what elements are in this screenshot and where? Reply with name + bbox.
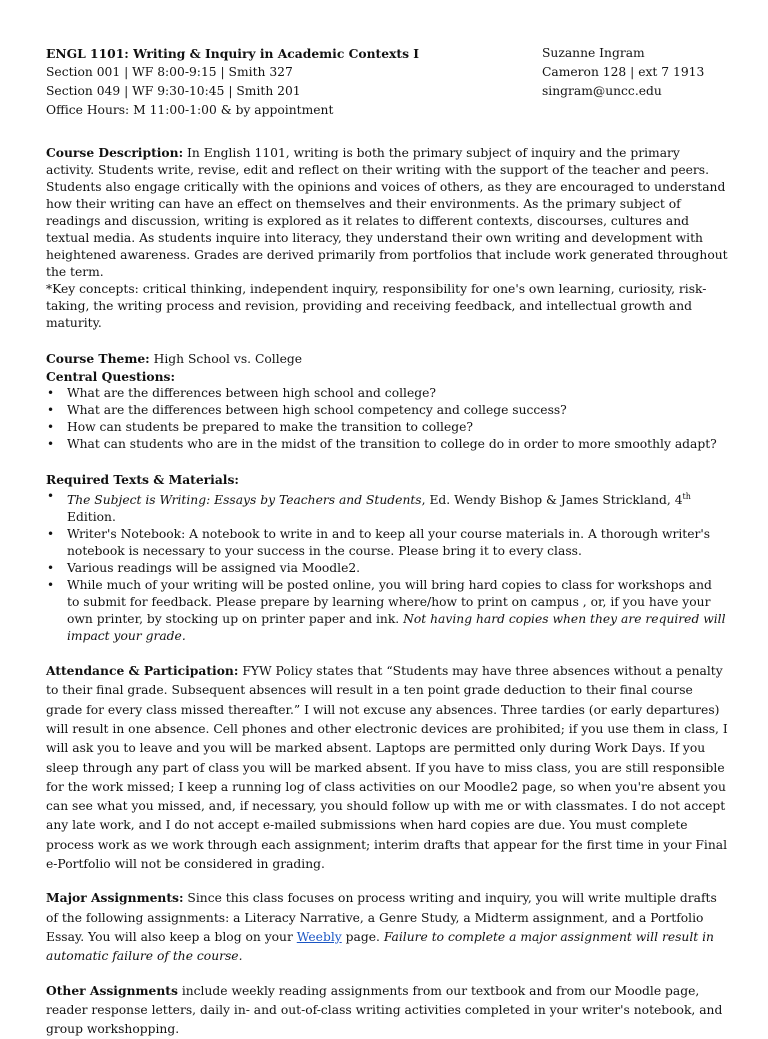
major-assignments bbox=[46, 888, 728, 966]
course-theme-section bbox=[46, 350, 728, 453]
course-theme-label: Course Theme: bbox=[46, 351, 150, 366]
major-assignments-warning: Failure to complete a major assignment will result in automatic failure of the course. bbox=[46, 929, 714, 964]
major-assignments-after-link: page. bbox=[341, 929, 384, 944]
central-questions-label: Central Questions: bbox=[46, 369, 175, 384]
hard-copies-text: While much of your writing will be posted online, you will bring hard copies to class for workshops and to submit for feedback. Please prepare by learning where/how to print on campus , or, if you have your own printer, by stocking up on printer paper and ink. bbox=[67, 578, 712, 627]
major-assignments-section bbox=[46, 888, 728, 966]
central-questions-list bbox=[46, 385, 728, 453]
instructor-info bbox=[542, 44, 742, 101]
section-001: Section 001 | WF 8:00-9:15 | Smith 327 bbox=[46, 65, 293, 79]
list-item: • What can students who are in the midst of the transition to college do in order to more smoothly adapt? bbox=[46, 436, 728, 453]
weebly-link[interactable]: Weebly bbox=[296, 929, 342, 944]
course-description-label: Course Description: bbox=[46, 145, 184, 160]
other-assignments-label: Other Assignments bbox=[46, 982, 178, 998]
key-concepts: *Key concepts: critical thinking, independent inquiry, responsibility for one's own learning, curiosity, risk-taking, the writing process and revision, providing and receiving feedback, and intellectual growth and maturity. bbox=[46, 282, 707, 330]
required-texts-label: Required Texts & Materials: bbox=[46, 472, 239, 487]
other-assignments bbox=[46, 981, 728, 1039]
course-description bbox=[46, 144, 728, 281]
course-description-section bbox=[46, 144, 728, 332]
course-title: ENGL 1101: Writing & Inquiry in Academic Contexts I bbox=[46, 46, 420, 61]
list-item: • What are the differences between high school and college? bbox=[46, 385, 728, 402]
list-item bbox=[46, 488, 728, 526]
other-assignments-text: include weekly reading assignments from our textbook and from our Moodle page, reader response letters, daily in- and out-of-class writing activities completed in your writer's notebook, and group workshopping. bbox=[46, 983, 723, 1037]
course-info bbox=[46, 44, 526, 120]
other-assignments-section bbox=[46, 981, 728, 1039]
required-texts-section bbox=[46, 471, 728, 645]
section-049: Section 049 | WF 9:30-10:45 | Smith 201 bbox=[46, 84, 301, 98]
textbook-edition-sup: th bbox=[682, 492, 691, 501]
instructor-email: singram@uncc.edu bbox=[542, 84, 662, 98]
list-item bbox=[46, 577, 728, 645]
attendance-section bbox=[46, 661, 728, 874]
major-assignments-label: Major Assignments: bbox=[46, 890, 184, 906]
list-item: • What are the differences between high school competency and college success? bbox=[46, 402, 728, 419]
textbook-title: The Subject is Writing: Essays by Teachers and Students bbox=[67, 493, 422, 508]
instructor-office: Cameron 128 | ext 7 1913 bbox=[542, 65, 705, 79]
hard-copies-warning: Not having hard copies when they are required will impact your grade. bbox=[67, 612, 726, 644]
course-theme-value: High School vs. College bbox=[149, 352, 303, 366]
attendance-label: Attendance & Participation: bbox=[46, 663, 239, 679]
textbook-edition: Edition. bbox=[67, 510, 116, 525]
required-texts-list bbox=[46, 488, 728, 645]
attendance-policy bbox=[46, 661, 728, 874]
attendance-text: FYW Policy states that “Students may have three absences without a penalty to their final grade. Subsequent absences will result in a ten point grade deduction to their final course grade for every class missed thereafter.” I will not excuse any absences. Three tardies (or early departures) will result in one absence. Cell phones and other electronic devices are prohibited; if you use them in class, I will ask you to leave and you will be marked absent. Laptops are permitted only during Work Days. If you sleep through any part of class you will be marked absent. If you have to miss class, you are still responsible for the work missed; I keep a running log of class activities on our Moodle2 page, so when you're absent you can see what you missed, and, if necessary, you should follow up with me or with classmates. I do not accept any late work, and I do not accept e-mailed submissions when hard copies are due. You must complete process work as we work through each assignment; interim drafts that appear for the first time in your Final e-Portfolio will not be considered in grading. bbox=[46, 664, 728, 872]
textbook-editors: , Ed. Wendy Bishop & James Strickland, 4 bbox=[421, 493, 683, 508]
syllabus-header bbox=[46, 44, 728, 122]
major-assignments-text: Since this class focuses on process writing and inquiry, you will write multiple drafts of the following assignments: a Literacy Narrative, a Genre Study, a Midterm assignment, and a Portfolio Essay. You will also keep a blog on your bbox=[46, 891, 717, 944]
instructor-name: Suzanne Ingram bbox=[542, 46, 645, 60]
list-item: • Writer's Notebook: A notebook to write in and to keep all your course materials in. A thorough writer's notebook is necessary to your success in the course. Please bring it to every class. bbox=[46, 526, 728, 560]
course-theme bbox=[46, 350, 728, 368]
list-item: • Various readings will be assigned via Moodle2. bbox=[46, 560, 728, 577]
course-description-text: In English 1101, writing is both the primary subject of inquiry and the primary activity. Students write, revise, edit and reflect on their writing with the support of the teacher and peers. Students also engage critically with the opinions and voices of others, as they are encouraged to understand how their writing can have an effect on themselves and their environments. As the primary subject of readings and discussion, writing is explored as it relates to different contexts, discourses, cultures and textual media. As students inquire into literacy, they understand their own writing and development with heightened awareness. Grades are derived primarily from portfolios that include work generated throughout the term. bbox=[46, 146, 728, 279]
office-hours: Office Hours: M 11:00-1:00 & by appointment bbox=[46, 103, 334, 117]
list-item: • How can students be prepared to make the transition to college? bbox=[46, 419, 728, 436]
